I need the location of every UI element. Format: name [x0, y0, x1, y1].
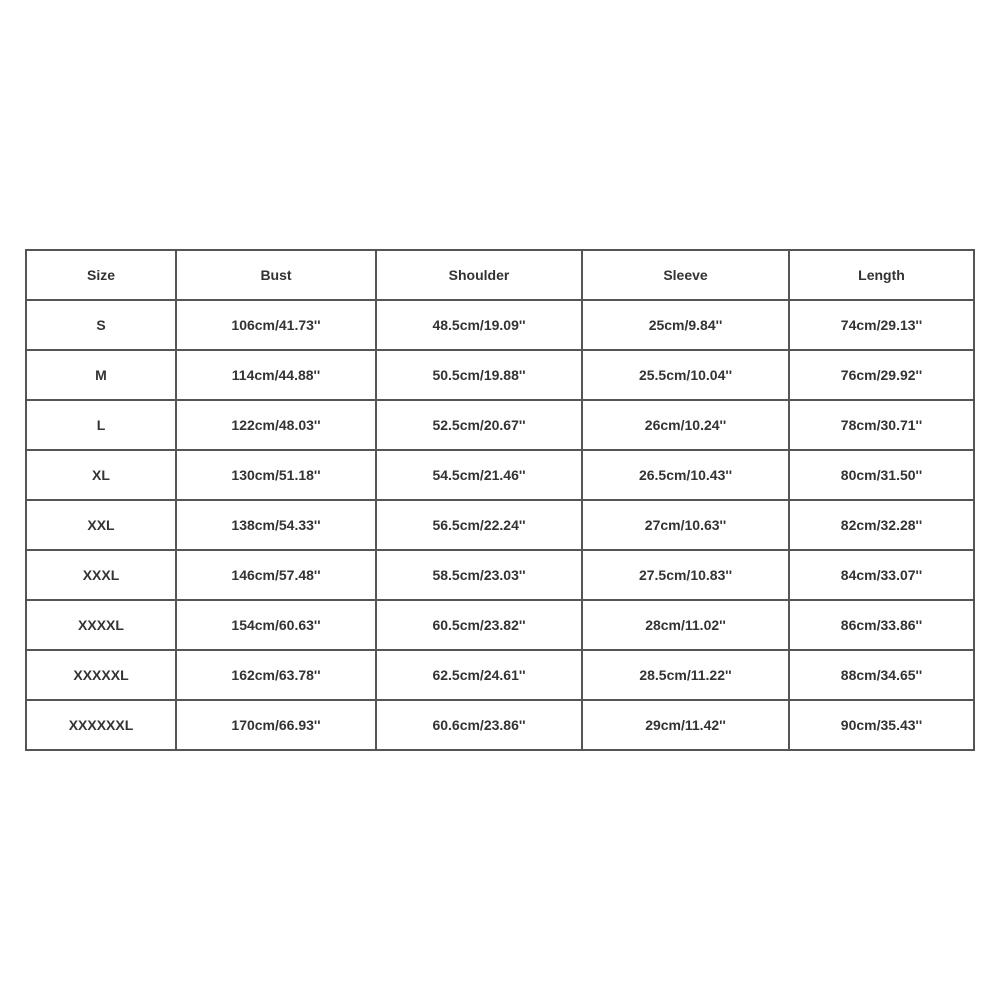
- table-row: [26, 550, 974, 600]
- cell-bust: 146cm/57.48'': [176, 550, 376, 600]
- cell-shoulder: 48.5cm/19.09'': [376, 300, 582, 350]
- cell-size: XXXXXL: [26, 650, 176, 700]
- header-bust: Bust: [176, 250, 376, 300]
- cell-shoulder: 60.5cm/23.82'': [376, 600, 582, 650]
- cell-size: XL: [26, 450, 176, 500]
- cell-length: 82cm/32.28'': [789, 500, 974, 550]
- cell-shoulder: 52.5cm/20.67'': [376, 400, 582, 450]
- table-header-row: [26, 250, 974, 300]
- cell-shoulder: 62.5cm/24.61'': [376, 650, 582, 700]
- cell-length: 88cm/34.65'': [789, 650, 974, 700]
- size-chart: [25, 249, 975, 751]
- cell-length: 74cm/29.13'': [789, 300, 974, 350]
- cell-bust: 122cm/48.03'': [176, 400, 376, 450]
- table-row: [26, 350, 974, 400]
- cell-size: XXL: [26, 500, 176, 550]
- cell-shoulder: 54.5cm/21.46'': [376, 450, 582, 500]
- cell-sleeve: 25.5cm/10.04'': [582, 350, 789, 400]
- cell-length: 90cm/35.43'': [789, 700, 974, 750]
- table-row: [26, 600, 974, 650]
- cell-sleeve: 26cm/10.24'': [582, 400, 789, 450]
- size-table: [25, 249, 975, 751]
- table-row: [26, 500, 974, 550]
- cell-bust: 170cm/66.93'': [176, 700, 376, 750]
- cell-sleeve: 28cm/11.02'': [582, 600, 789, 650]
- cell-sleeve: 29cm/11.42'': [582, 700, 789, 750]
- header-length: Length: [789, 250, 974, 300]
- cell-size: XXXXXXL: [26, 700, 176, 750]
- cell-sleeve: 28.5cm/11.22'': [582, 650, 789, 700]
- cell-length: 86cm/33.86'': [789, 600, 974, 650]
- cell-bust: 162cm/63.78'': [176, 650, 376, 700]
- cell-sleeve: 25cm/9.84'': [582, 300, 789, 350]
- cell-shoulder: 56.5cm/22.24'': [376, 500, 582, 550]
- cell-sleeve: 27cm/10.63'': [582, 500, 789, 550]
- cell-bust: 106cm/41.73'': [176, 300, 376, 350]
- table-row: [26, 650, 974, 700]
- cell-bust: 138cm/54.33'': [176, 500, 376, 550]
- header-shoulder: Shoulder: [376, 250, 582, 300]
- cell-bust: 130cm/51.18'': [176, 450, 376, 500]
- cell-size: M: [26, 350, 176, 400]
- cell-bust: 114cm/44.88'': [176, 350, 376, 400]
- cell-sleeve: 26.5cm/10.43'': [582, 450, 789, 500]
- cell-shoulder: 60.6cm/23.86'': [376, 700, 582, 750]
- table-row: [26, 450, 974, 500]
- cell-length: 76cm/29.92'': [789, 350, 974, 400]
- cell-size: L: [26, 400, 176, 450]
- cell-size: XXXXL: [26, 600, 176, 650]
- cell-bust: 154cm/60.63'': [176, 600, 376, 650]
- cell-length: 78cm/30.71'': [789, 400, 974, 450]
- table-row: [26, 400, 974, 450]
- cell-length: 80cm/31.50'': [789, 450, 974, 500]
- cell-shoulder: 58.5cm/23.03'': [376, 550, 582, 600]
- cell-size: XXXL: [26, 550, 176, 600]
- cell-length: 84cm/33.07'': [789, 550, 974, 600]
- cell-sleeve: 27.5cm/10.83'': [582, 550, 789, 600]
- table-row: [26, 700, 974, 750]
- header-sleeve: Sleeve: [582, 250, 789, 300]
- cell-size: S: [26, 300, 176, 350]
- table-row: [26, 300, 974, 350]
- header-size: Size: [26, 250, 176, 300]
- cell-shoulder: 50.5cm/19.88'': [376, 350, 582, 400]
